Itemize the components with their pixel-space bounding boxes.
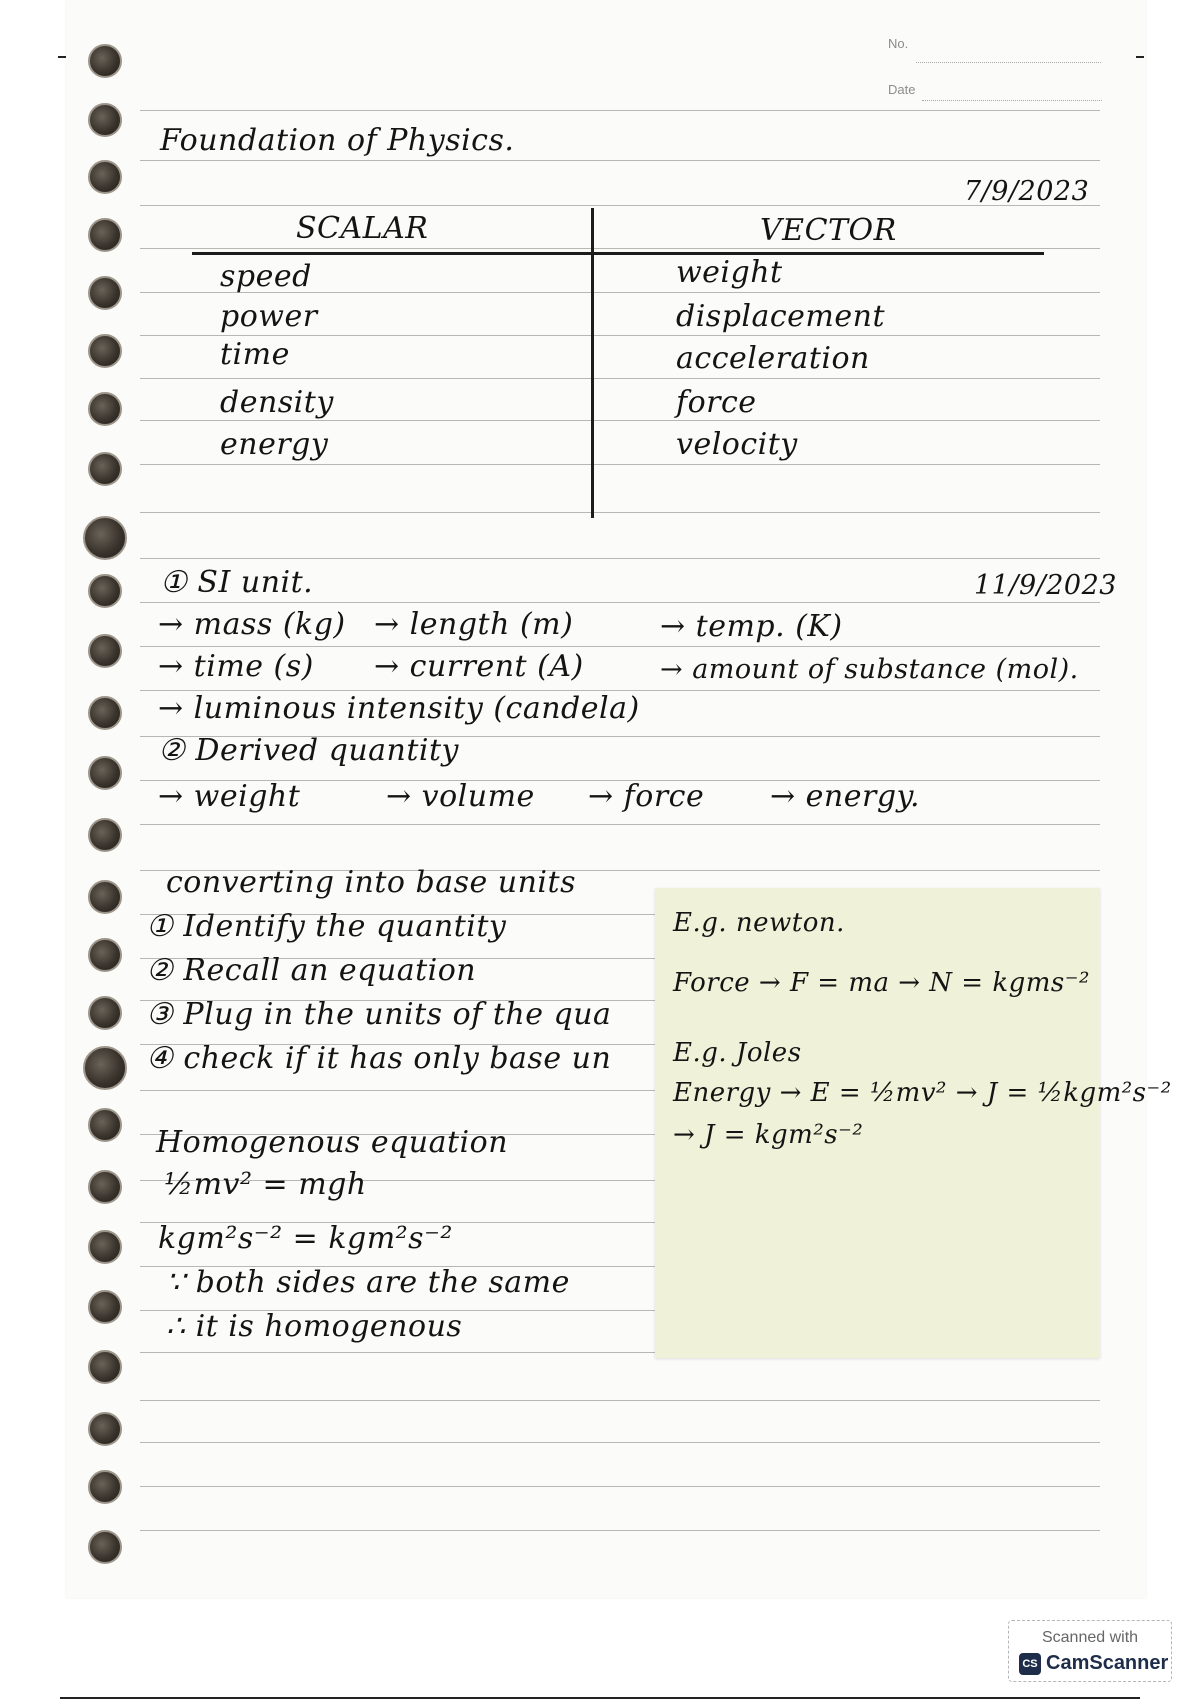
binder-hole	[88, 334, 122, 368]
si-heading: ① SI unit.	[160, 565, 314, 600]
converting-heading: converting into base units	[166, 865, 576, 900]
homogeneous-line: ∵ both sides are the same	[166, 1265, 570, 1300]
date-dotted-line	[922, 100, 1102, 101]
camscanner-logo-icon: CS	[1019, 1653, 1041, 1675]
si-date: 11/9/2023	[974, 570, 1117, 601]
vector-item: displacement	[676, 299, 886, 334]
sticky-note	[655, 888, 1172, 1358]
binder-hole	[88, 1412, 122, 1446]
camscanner-watermark	[1008, 1620, 1172, 1682]
table-header-rule	[192, 252, 1044, 255]
si-unit-mass: → mass (kg)	[158, 607, 346, 642]
si-unit-amount: → amount of substance (mol).	[660, 654, 1079, 685]
binder-hole	[88, 634, 122, 668]
binder-hole	[88, 1350, 122, 1384]
watermark-brand: CamScanner	[1046, 1652, 1169, 1674]
binder-hole	[88, 452, 122, 486]
homogeneous-line: ∴ it is homogenous	[166, 1309, 463, 1344]
page-bottom-edge	[60, 1697, 1140, 1699]
scalar-item: speed	[220, 259, 312, 294]
binder-hole	[88, 756, 122, 790]
binder-hole	[88, 1530, 122, 1564]
binder-hole	[88, 1108, 122, 1142]
binder-hole	[88, 160, 122, 194]
derived-heading: ② Derived quantity	[158, 733, 460, 768]
derived-item-force: → force	[588, 779, 705, 814]
si-unit-luminous: → luminous intensity (candela)	[158, 691, 640, 726]
homogeneous-line: kgm²s⁻² = kgm²s⁻²	[158, 1221, 453, 1256]
ruled-line	[140, 646, 1100, 647]
ruled-line	[140, 420, 1100, 421]
ruled-line	[140, 602, 1100, 603]
binder-hole	[88, 1170, 122, 1204]
binder-hole	[88, 392, 122, 426]
si-unit-temp: → temp. (K)	[660, 609, 843, 644]
sticky-line: E.g. Joles	[673, 1038, 802, 1068]
si-unit-time: → time (s)	[158, 649, 314, 684]
vector-item: velocity	[676, 427, 798, 462]
binder-hole	[83, 1046, 127, 1090]
binder-hole	[88, 938, 122, 972]
binder-hole	[88, 44, 122, 78]
converting-step: ③ Plug in the units of the qua	[146, 997, 612, 1032]
vector-item: acceleration	[676, 341, 870, 376]
sticky-line: E.g. newton.	[673, 908, 845, 938]
ruled-line	[140, 512, 1100, 513]
scalar-item: energy	[220, 427, 329, 462]
ruled-line	[140, 110, 1100, 111]
derived-item-weight: → weight	[158, 779, 301, 814]
ruled-line	[140, 248, 1100, 249]
binder-hole	[88, 1290, 122, 1324]
ruled-line	[140, 1486, 1100, 1487]
ruled-line	[140, 824, 1100, 825]
vector-item: force	[676, 385, 757, 420]
sticky-line: Energy → E = ½mv² → J = ½kgm²s⁻²	[673, 1078, 1172, 1108]
vector-item: weight	[676, 255, 783, 290]
ruled-line	[140, 1530, 1100, 1531]
sticky-line: → J = kgm²s⁻²	[673, 1120, 864, 1150]
binder-hole	[88, 996, 122, 1030]
binder-hole	[88, 696, 122, 730]
scalar-item: power	[220, 299, 318, 334]
vector-header: VECTOR	[760, 213, 897, 248]
ruled-line	[140, 378, 1100, 379]
binder-hole	[88, 1230, 122, 1264]
derived-item-energy: → energy.	[770, 779, 921, 814]
sticky-line: Force → F = ma → N = kgms⁻²	[673, 968, 1090, 998]
converting-step: ④ check if it has only base un	[146, 1041, 612, 1076]
no-label: No.	[888, 36, 909, 51]
binder-hole	[88, 880, 122, 914]
corner-mark-left	[58, 56, 66, 58]
table-date: 7/9/2023	[964, 176, 1090, 207]
homogeneous-line: ½mv² = mgh	[164, 1167, 367, 1202]
si-unit-current: → current (A)	[374, 649, 584, 684]
converting-step: ② Recall an equation	[146, 953, 477, 988]
watermark-caption: Scanned with	[1041, 1629, 1139, 1646]
ruled-line	[140, 464, 1100, 465]
binder-hole	[88, 276, 122, 310]
ruled-line	[140, 558, 1100, 559]
scalar-header: SCALAR	[296, 211, 429, 246]
binder-hole	[88, 218, 122, 252]
ruled-line	[140, 1400, 1100, 1401]
date-label: Date	[888, 82, 916, 97]
derived-item-volume: → volume	[386, 779, 535, 814]
scalar-item: time	[220, 337, 290, 372]
page-title: Foundation of Physics.	[160, 123, 515, 158]
ruled-line	[140, 1442, 1100, 1443]
binder-hole	[88, 574, 122, 608]
ruled-line	[140, 205, 1100, 206]
no-dotted-line	[916, 62, 1101, 63]
homogeneous-heading: Homogenous equation	[156, 1125, 509, 1160]
si-unit-length: → length (m)	[374, 607, 574, 642]
corner-mark-right	[1136, 56, 1144, 58]
ruled-line	[140, 160, 1100, 161]
binder-hole	[88, 818, 122, 852]
table-column-divider	[591, 208, 594, 518]
binder-hole	[83, 516, 127, 560]
scalar-item: density	[220, 385, 334, 420]
binder-hole	[88, 103, 122, 137]
binder-hole	[88, 1470, 122, 1504]
converting-step: ① Identify the quantity	[146, 909, 507, 944]
ruled-line	[140, 335, 1100, 336]
